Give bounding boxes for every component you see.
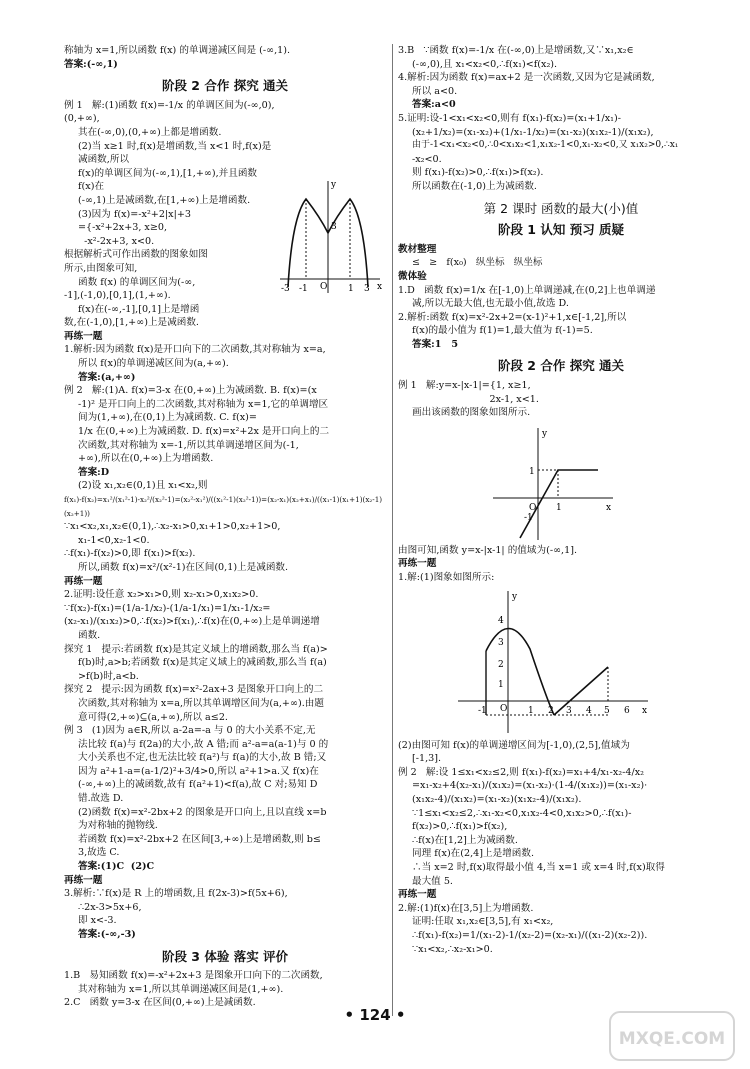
- text-line: (2)由图可知 f(x)的单调递增区间为[-1,0),(2,5],值域为: [398, 739, 630, 751]
- text-line: 2x-1, x<1.: [398, 393, 539, 405]
- answer-line: 答案:(-∞,1): [64, 58, 118, 70]
- parabola-arc: [486, 628, 554, 715]
- content-block: [64, 330, 386, 942]
- text-line: 由图可知,函数 y=x-|x-1| 的值域为(-∞,1].: [398, 544, 578, 556]
- text-line: ≤ ≥ f(x₀) 纵坐标 纵坐标: [412, 257, 543, 269]
- text-line: 所以,函数 f(x)=x²/(x²-1)在区间(0,1)上是减函数.: [78, 561, 289, 573]
- origin-label: O: [320, 281, 328, 292]
- text-line: 为对称轴的抛物线.: [78, 820, 158, 832]
- tick-label: -1: [524, 512, 533, 523]
- text-line: f(x)的单调区间为(-∞,1),[1,+∞),并且函数 f(x)在: [78, 167, 261, 193]
- formula-line: f(x₁)-f(x₂)=x₁²/(x₁²-1)-x₂²/(x₂²-1)=(x₂²-x₁²)/((x₁²-1)(x₂²-1))=(x₂-x₁)(x₂+x₁)/((x₁-1)(x₁+1)(x₂-1)(x₂+1)): [64, 495, 383, 518]
- text-line: 若函数 f(x)=x²-2bx+2 在区间[3,+∞)上是增函数,则 b≤: [78, 833, 321, 845]
- text-line: 次函数,其对称轴为 x=a,所以其单调增区间为(a,+∞).由题: [78, 697, 324, 709]
- tick-label: 6: [624, 705, 630, 716]
- text-line: 5.证明:设-1<x₁<x₂<0,则有 f(x₁)-f(x₂)=(x₁+1/x₁)-: [398, 112, 622, 124]
- text-line: 2.证明:设任意 x₂>x₁>0,则 x₂-x₁>0,x₁x₂>0.: [64, 589, 259, 601]
- tick-label: 3: [498, 637, 504, 648]
- text-line: 称轴为 x=1,所以函数 f(x) 的单调递减区间是 (-∞,1).: [64, 45, 291, 56]
- answer-line: 答案:(1)C (2)C: [78, 861, 155, 873]
- text-line: ∵x₁<x₂,∴x₂-x₁>0.: [412, 943, 493, 955]
- top-block: [398, 44, 724, 194]
- text-line: 次函数,其对称轴为 x=-1,所以其单调递增区间为(-1,: [78, 439, 299, 451]
- text-line: f(b)时,a>b;若函数 f(x)是其定义域上的减函数,那么当 f(a): [78, 657, 327, 669]
- text-line: 所以 f(x)的单调递减区间为(a,+∞).: [78, 358, 229, 370]
- text-line: -1],(-1,0),[0,1],(1,+∞).: [64, 290, 171, 302]
- text-line: -x₂<0.: [412, 153, 442, 165]
- text-line: ∵x₁<x₂,x₁,x₂∈(0,1),∴x₂-x₁>0,x₁+1>0,x₂+1>0,: [64, 521, 281, 533]
- text-line: f(x)在(-∞,-1],[0,1]上是增函: [78, 303, 200, 315]
- text-line: (-∞,+∞)上的减函数,故有 f(a²+1)<f(a),故 C 对;易知 D: [78, 779, 318, 791]
- text-line: 2.C 函数 y=3-x 在区间(0,+∞)上是减函数.: [64, 997, 256, 1009]
- text-line: ∵1≤x₁<x₂≤2,∴x₁-x₂<0,x₁x₂-4<0,x₁x₂>0,∴f(x₁)-: [412, 807, 632, 819]
- page-number: • 124 •: [344, 1006, 406, 1024]
- example1-right: [398, 379, 724, 420]
- example2-right: [398, 739, 724, 957]
- practice-right: [398, 544, 724, 585]
- practice-heading: 再练一题: [64, 874, 103, 886]
- stage2-heading: 阶段 2 合作 探究 通关: [161, 78, 289, 94]
- text-line: 则 f(x₁)-f(x₂)>0,∴f(x₁)>f(x₂).: [412, 167, 544, 179]
- text-line: 例 1 解:y=x-|x-1|={1, x≥1,: [398, 380, 531, 392]
- text-line: (2)当 x≥1 时,f(x)是增函数,当 x<1 时,f(x)是减函数,所以: [78, 140, 272, 166]
- answer-line: 答案:a<0: [412, 99, 456, 111]
- text-line: 探究 2 提示:因为函数 f(x)=x²-2ax+3 是图象开口向上的二: [64, 684, 324, 696]
- text-line: =x₁-x₂+4(x₂-x₁)/(x₁x₂)=(x₁-x₂)·(1-4/(x₁x₂))=(x₁-x₂)·: [412, 780, 648, 792]
- text-line: 最大值 5.: [412, 875, 453, 887]
- x-label: x: [606, 502, 612, 513]
- text-line: (x₂+1/x₂)=(x₁-x₂)+(1/x₁-1/x₂)=(x₁-x₂)(x₁x₂-1)/(x₁x₂),: [412, 126, 654, 138]
- text-line: 2.解:(1)f(x)在[3,5]上为增函数.: [398, 902, 534, 914]
- text-line: f(x₂)>0,∴f(x₁)>f(x₂),: [412, 821, 508, 833]
- text-line: 例 2 解:设 1≤x₁<x₂≤2,则 f(x₁)-f(x₂)=x₁+4/x₁-x₂-4/x₂: [398, 766, 644, 778]
- example1-block: [64, 99, 386, 330]
- text-line: (2)函数 f(x)=x²-2bx+2 的图象是开口向上,且以直线 x=b: [78, 806, 327, 818]
- text-line: 间为(1,+∞),在(0,1)上为减函数. C. f(x)=: [78, 412, 257, 424]
- tick-label: 1: [556, 502, 562, 513]
- x-label: x: [642, 705, 648, 716]
- tick-label: 1: [348, 283, 354, 294]
- text-line: 根据解析式可作出函数的图象如图: [64, 249, 208, 261]
- watermark-logo: [608, 1010, 736, 1062]
- tick-label: 4: [586, 705, 592, 716]
- text-line: (-∞,1)上是减函数,在[1,+∞)上是增函数.: [78, 194, 251, 206]
- text-line: 所以 a<0.: [412, 85, 458, 97]
- text-line: (2)设 x₁,x₂∈(0,1)且 x₁<x₂,则: [78, 480, 208, 492]
- watermark-text: MXQE.COM: [618, 1029, 726, 1049]
- text-line: [-1,3].: [412, 753, 442, 765]
- tick-label: 1: [528, 705, 534, 716]
- tick-label: 2: [498, 659, 504, 670]
- text-line: ∴f(x)在[1,2]上为减函数.: [412, 834, 518, 846]
- stage3-block: [64, 969, 386, 1010]
- tick-label: -1: [299, 283, 308, 294]
- text-line: (-∞,0),且 x₁<x₂<0,∴f(x₁)<f(x₂).: [412, 58, 558, 70]
- text-line: 1.解:(1)图象如图所示:: [398, 572, 495, 584]
- text-line: 4.解析:因为函数 f(x)=ax+2 是一次函数,又因为它是减函数,: [398, 72, 655, 84]
- practice-heading: 再练一题: [398, 558, 437, 570]
- text-line: ∴2x-3>5x+6,: [78, 901, 142, 913]
- text-line: 3.B ∵函数 f(x)=-1/x 在(-∞,0)上是增函数,又∵x₁,x₂∈: [398, 45, 634, 56]
- text-line: 错.故选 D.: [78, 793, 124, 805]
- intro-block: [64, 44, 386, 71]
- text-line: 1.D 函数 f(x)=1/x 在[-1,0)上单调递减,在(0,2]上也单调递: [398, 284, 656, 296]
- tick-label: 1: [529, 466, 535, 477]
- text-line: 减,所以无最大值,也无最小值,故选 D.: [412, 298, 569, 310]
- text-line: ={-x²+2x+3, x≥0,: [78, 222, 168, 234]
- text-line: 函数.: [78, 629, 101, 641]
- y-label: y: [331, 179, 337, 190]
- section-heading: 教材整理: [398, 243, 437, 255]
- text-line: 3.解析:∵f(x)是 R 上的增函数,且 f(2x-3)>f(5x+6),: [64, 888, 288, 900]
- tick-label: 3: [331, 221, 337, 232]
- text-line: >f(b)时,a<b.: [78, 670, 139, 682]
- stage1-heading: 阶段 1 认知 预习 质疑: [497, 222, 625, 238]
- text-line: x₁-1<0,x₂-1<0.: [78, 534, 150, 546]
- text-line: 意可得(2,+∞)⊆(a,+∞),所以 a≤2.: [78, 711, 228, 723]
- text-line: 例 3 (1)因为 a∈R,所以 a-2a=-a 与 0 的大小关系不定,无: [64, 725, 316, 737]
- text-line: ∴当 x=2 时,f(x)取得最小值 4,当 x=1 或 x=4 时,f(x)取得: [412, 861, 665, 873]
- text-line: ∴f(x₁)-f(x₂)>0,即 f(x₁)>f(x₂).: [64, 548, 196, 560]
- left-column: [64, 44, 386, 1010]
- text-line: f(x)的最小值为 f(1)=1,最大值为 f(-1)=5.: [412, 325, 593, 337]
- section-heading: 微体验: [398, 270, 427, 282]
- text-line: 因为 a²+1-a=(a-1/2)²+3/4>0,所以 a²+1>a.又 f(x)在: [78, 765, 319, 777]
- tick-label: -3: [281, 283, 290, 294]
- text-line: 2.解析:函数 f(x)=x²-2x+2=(x-1)²+1,x∈[-1,2],所以: [398, 311, 627, 323]
- answer-line: 答案:1 5: [412, 338, 459, 350]
- text-line: 法比较 f(a)与 f(2a)的大小,故 A 错;而 a²-a=a(a-1)与 0 的: [78, 738, 329, 750]
- answer-line: 答案:(a,+∞): [78, 371, 136, 383]
- graph-abs-quadratic: [276, 177, 386, 295]
- text-line: (x₂-x₁)/(x₁x₂)>0,∴f(x₂)>f(x₁),∴f(x)在(0,+∞)上是单调递增: [64, 616, 320, 628]
- right-column: [398, 44, 724, 956]
- text-line: 其对称轴为 x=1,所以其单调递减区间是(1,+∞).: [78, 983, 284, 995]
- tick-label: -1: [478, 705, 487, 716]
- practice-heading: 再练一题: [64, 330, 103, 342]
- text-line: 探究 1 提示:若函数 f(x)是其定义域上的增函数,那么当 f(a)>: [64, 643, 328, 655]
- origin-label: O: [529, 502, 537, 513]
- text-line: ∴f(x₁)-f(x₂)=1/(x₁-2)-1/(x₂-2)=(x₂-x₁)/((x₁-2)(x₂-2)).: [412, 929, 648, 941]
- graph-piecewise-linear: [398, 422, 724, 542]
- text-line: 数,在(-1,0),[1,+∞)上是减函数.: [64, 317, 199, 329]
- text-line: 1/x 在(0,+∞)上为减函数. D. f(x)=x²+2x 是开口向上的二: [78, 426, 330, 438]
- text-line: 所以函数在(-1,0)上为减函数.: [412, 180, 537, 192]
- tick-label: 5: [604, 705, 610, 716]
- text-line: ∵f(x₂)-f(x₁)=(1/a-1/x₂)-(1/a-1/x₁)=1/x₁-1/x₂=: [64, 602, 271, 614]
- lesson-title: 第 2 课时 函数的最大(小)值: [483, 200, 639, 216]
- text-line: 例 2 解:(1)A. f(x)=3-x 在(0,+∞)上为减函数. B. f(x)=(x: [64, 385, 317, 397]
- text-line: +∞),所以在(0,+∞)上为增函数.: [78, 453, 214, 465]
- graph-segment: [554, 667, 608, 715]
- practice-heading: 再练一题: [398, 889, 437, 901]
- stage2-heading-right: 阶段 2 合作 探究 通关: [497, 358, 625, 374]
- text-line: 1.B 易知函数 f(x)=-x²+2x+3 是图象开口向下的二次函数,: [64, 970, 323, 982]
- text-line: 其在(-∞,0),(0,+∞)上都是增函数.: [78, 126, 222, 138]
- origin-label: O: [500, 703, 508, 714]
- tick-label: 3: [566, 705, 572, 716]
- answer-line: 答案:D: [78, 466, 110, 478]
- y-label: y: [512, 591, 518, 602]
- text-line: 所示,由图象可知,: [64, 262, 138, 274]
- text-line: (3)因为 f(x)=-x²+2|x|+3: [78, 208, 191, 220]
- stage3-heading: 阶段 3 体验 落实 评价: [161, 948, 289, 964]
- column-divider: [392, 44, 393, 1016]
- text-line: 即 x<-3.: [78, 915, 117, 927]
- text-line: 函数 f(x) 的单调区间为(-∞,: [78, 276, 196, 288]
- text-line: 由于-1<x₁<x₂<0,∴0<x₁x₂<1,x₁x₂-1<0,x₁-x₂<0,又 x₁x₂>0,∴x₁: [412, 140, 679, 151]
- tick-label: 2: [548, 705, 554, 716]
- text-line: 例 1 解:(1)函数 f(x)=-1/x 的单调区间为(-∞,0),(0,+∞),: [64, 99, 275, 125]
- text-line: 3,故选 C.: [78, 847, 120, 859]
- text-line: 证明:任取 x₁,x₂∈[3,5],有 x₁<x₂,: [412, 916, 554, 928]
- text-line: -1)² 是开口向上的二次函数,其对称轴为 x=1,它的单调增区: [78, 398, 329, 410]
- x-label: x: [377, 281, 383, 292]
- y-label: y: [542, 428, 548, 439]
- text-line: -x²-2x+3, x<0.: [78, 235, 155, 247]
- text-line: 同理 f(x)在(2,4]上是增函数.: [412, 848, 535, 860]
- graph-piecewise-quadratic: [398, 587, 724, 737]
- example1-text: [64, 99, 276, 330]
- text-line: 画出该函数的图象如图所示.: [412, 407, 531, 419]
- text-line: 1.解析:因为函数 f(x)是开口向下的二次函数,其对称轴为 x=a,: [64, 344, 326, 356]
- text-line: (x₁x₂-4)/(x₁x₂)=(x₁-x₂)(x₁x₂-4)/(x₁x₂).: [412, 794, 582, 805]
- answer-line: 答案:(-∞,-3): [78, 929, 136, 940]
- text-line: 大小关系也不定,也无法比较 f(a²)与 f(a)的大小,故 B 错;又: [78, 752, 327, 764]
- tick-label: 4: [498, 615, 504, 626]
- preview-block: [398, 243, 724, 352]
- tick-label: 1: [498, 679, 504, 690]
- practice-heading: 再练一题: [64, 575, 103, 587]
- tick-label: 3: [364, 283, 370, 294]
